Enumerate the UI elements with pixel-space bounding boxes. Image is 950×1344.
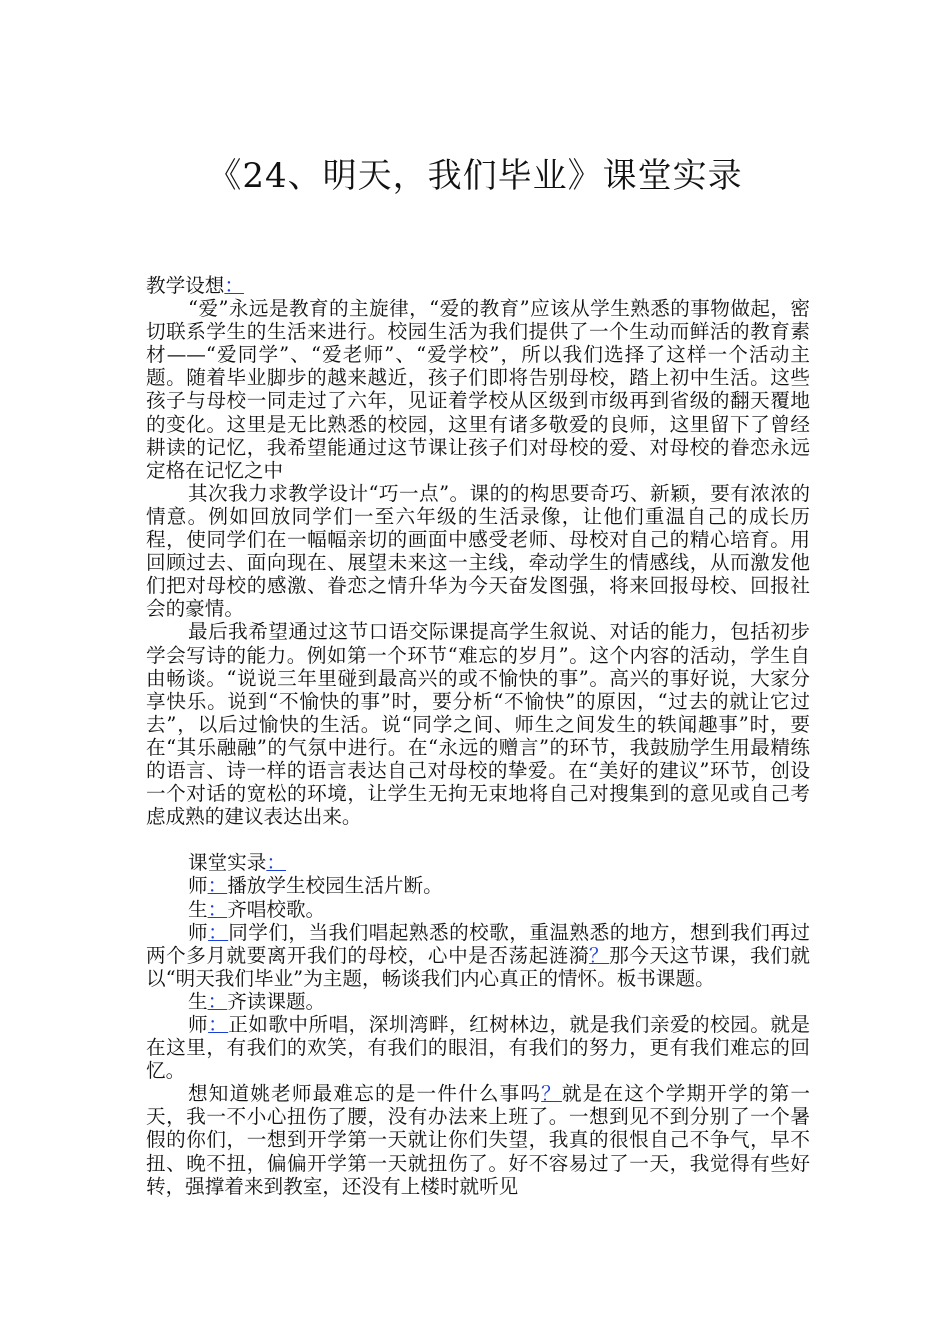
speaker-label: 师 [188,874,208,898]
closing-text-continued: 就是在这个学期开学的第一天，我一不小心扭伤了腰，没有办法来上班了。一想到见不到分别了一个暑假的你们，一想到开学第一天就让你们失望，我真的很恨自己不争气，早不扭、晚不扭，偏偏开学第一天就扭伤了。好不容易过了一天，我觉得有些好转，强撑着来到教室，还没有上楼时就听见 [146,1082,811,1198]
speaker-colon-link[interactable]: ： [207,989,228,1013]
speaker-colon-link[interactable]: ： [208,1013,229,1036]
dialogue-text: 正如歌中所唱，深圳湾畔，红树林边，就是我们亲爱的校园。就是在这里，有我们的欢笑，有我们的眼泪，有我们的努力，更有我们难忘的回忆。 [146,1013,811,1083]
record-heading-text: 课堂实录 [188,851,267,875]
dialogue-text-continued: 那今天这节课，我们就以“明天我们毕业”为主题，畅谈我们内心真正的情怀。板书课题。 [146,943,811,990]
dialogue-line [146,921,810,990]
dialogue-text: 同学们，当我们唱起熟悉的校歌，重温熟悉的地方，想到我们再过两个多月就要离开我们的母校，心中是否荡起涟漪 [146,920,811,967]
design-paragraph-1: “爱”永远是教育的主旋律，“爱的教育”应该从学生熟悉的事物做起，密切联系学生的生活来进行。校园生活为我们提供了一个生动而鲜活的教育素材——“爱同学”、“爱老师”、“爱学校”，所以我们选择了这样一个活动主题。随着毕业脚步的越来越近，孩子们即将告别母校，踏上初中生活。这些孩子与母校一同走过了六年，见证着学校从区级到市级再到省级的翻天覆地的变化。这里是无比熟悉的校园，这里有诸多敬爱的良师，这里留下了曾经耕读的记忆，我希望能通过这节课让孩子们对母校的爱、对母校的眷恋永远定格在记忆之中 [146,297,810,482]
dialogue-text: 播放学生校园生活片断。 [227,874,443,898]
dialogue-text: 齐读课题。 [227,989,326,1013]
speaker-label: 师 [188,1013,209,1036]
dialogue-text: 齐唱校歌。 [227,897,326,921]
closing-paragraph [146,1082,810,1197]
design-heading-text: 教学设想 [146,274,225,297]
dialogue-line [146,898,810,921]
design-paragraph-3: 最后我希望通过这节口语交际课提高学生叙说、对话的能力，包括初步学会写诗的能力。例如第一个环节“难忘的岁月”。这个内容的活动，学生自由畅谈。“说说三年里碰到最高兴的或不愉快的事”。高兴的事好说，大家分享快乐。说到“不愉快的事”时，要分析“不愉快”的原因，“过去的就让它过去”，以后过愉快的生活。说“同学之间、师生之间发生的轶闻趣事”时，要在“其乐融融”的气氛中进行。在“永远的赠言”的环节，我鼓励学生用最精练的语言、诗一样的语言表达自己对母校的挚爱。在“美好的建议”环节，创设一个对话的宽松的环境，让学生无拘无束地将自己对搜集到的意见或自己考虑成熟的建议表达出来。 [146,620,810,829]
design-heading [146,274,810,297]
speaker-label: 生 [188,897,208,921]
design-heading-link[interactable]: ： [224,274,244,297]
speaker-colon-link[interactable]: ： [207,897,228,921]
section-spacer [146,828,810,851]
closing-text: 想知道姚老师最难忘的是一件什么事吗 [188,1082,542,1106]
record-heading-link[interactable]: ： [266,851,286,875]
speaker-label: 师 [188,920,209,944]
document-body [146,274,810,1198]
dialogue-line [146,990,810,1013]
speaker-colon-link[interactable]: ： [207,874,228,898]
speaker-colon-link[interactable]: ： [208,920,229,944]
document-title: 《24、明天，我们毕业》课堂实录 [207,156,743,196]
dialogue-line [146,1013,810,1082]
record-heading [146,851,810,874]
speaker-label: 生 [188,989,208,1013]
dialogue-line [146,874,810,897]
question-mark-link[interactable]: ？ [541,1082,562,1106]
question-mark-link[interactable]: ？ [589,943,610,967]
design-paragraph-2: 其次我力求教学设计“巧一点”。课的的构思要奇巧、新颖，要有浓浓的情意。例如回放同学们一至六年级的生活录像，让他们重温自己的成长历程，使同学们在一幅幅亲切的画面中感受老师、母校对自己的精心培育。用回顾过去、面向现在、展望未来这一主线，牵动学生的情感线，从而激发他们把对母校的感激、眷恋之情升华为今天奋发图强，将来回报母校、回报社会的豪情。 [146,481,810,621]
